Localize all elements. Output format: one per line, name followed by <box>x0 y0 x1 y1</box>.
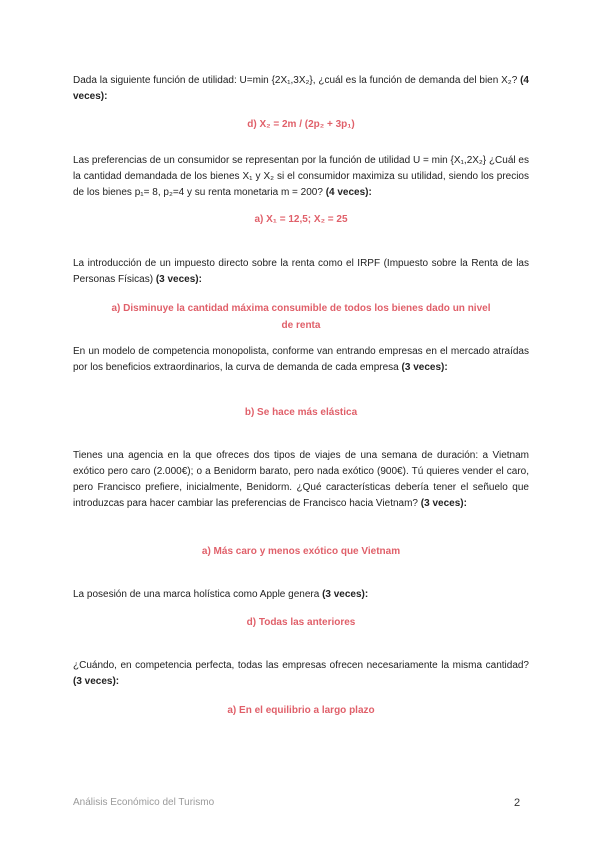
answer-2: a) X₁ = 12,5; X₂ = 25 <box>254 214 348 225</box>
question-5 <box>73 448 529 512</box>
answer-1: d) X₂ = 2m / (2p₂ + 3p₁) <box>247 119 355 130</box>
answer-3 <box>73 300 529 334</box>
question-2 <box>73 153 529 201</box>
question-1 <box>73 73 529 105</box>
question-text: La introducción de un impuesto directo sobre la renta como el IRPF (Impuesto sobre la Renta de las Personas Físicas) <box>73 258 529 285</box>
page-number: 2 <box>514 797 521 809</box>
answer-line-1: a) Disminuye la cantidad máxima consumible de todos los bienes dado un nivel <box>111 303 491 314</box>
question-count: (3 veces): <box>322 589 369 600</box>
question-count: (3 veces): <box>73 676 120 687</box>
question-text: Tienes una agencia en la que ofreces dos tipos de viajes de una semana de duración: a Vietnam exótico pero caro (2.000€); o a Benidorm barato, pero nada exótico (900€). Tú quieres vender el caro, pero Francisco prefiere, inicialmente, Benidorm. ¿Qué características debería tener el señuelo que introduzcas para hacer cambiar las preferencias de Francisco hacia Vietnam? <box>73 450 529 509</box>
answer-4: b) Se hace más elástica <box>244 407 358 418</box>
question-3 <box>73 256 529 288</box>
question-6 <box>73 587 529 603</box>
question-count: (3 veces): <box>401 362 448 373</box>
question-count: (3 veces): <box>155 274 202 285</box>
question-count: (4 veces): <box>325 187 372 198</box>
question-text: ¿Cuándo, en competencia perfecta, todas las empresas ofrecen necesariamente la misma cantidad? <box>73 660 529 671</box>
question-text: La posesión de una marca holística como Apple genera <box>73 589 323 600</box>
question-text: En un modelo de competencia monopolista, conforme van entrando empresas en el mercado atraídas por los beneficios extraordinarios, la curva de demanda de cada empresa <box>73 346 529 373</box>
answer-line-2: de renta <box>281 320 321 331</box>
question-7 <box>73 658 529 690</box>
question-text: Dada la siguiente función de utilidad: U=min {2X₁,3X₂}, ¿cuál es la función de demanda del bien X₂? <box>73 75 521 86</box>
question-count: (3 veces): <box>420 498 467 509</box>
question-count: (4 veces): <box>73 75 529 102</box>
answer-7: a) En el equilibrio a largo plazo <box>227 705 375 716</box>
answer-6: d) Todas las anteriores <box>246 617 356 628</box>
question-4 <box>73 344 529 376</box>
footer-title: Análisis Económico del Turismo <box>73 797 215 808</box>
answer-5: a) Más caro y menos exótico que Vietnam <box>201 546 401 557</box>
question-text: Las preferencias de un consumidor se representan por la función de utilidad U = min {X₁,2X₂} ¿Cuál es la cantidad demandada de los bienes X₁ y X₂ si el consumidor maximiza su utilidad, siendo los precios de los bienes p₁= 8, p₂=4 y su renta monetaria m = 200? <box>73 155 529 198</box>
